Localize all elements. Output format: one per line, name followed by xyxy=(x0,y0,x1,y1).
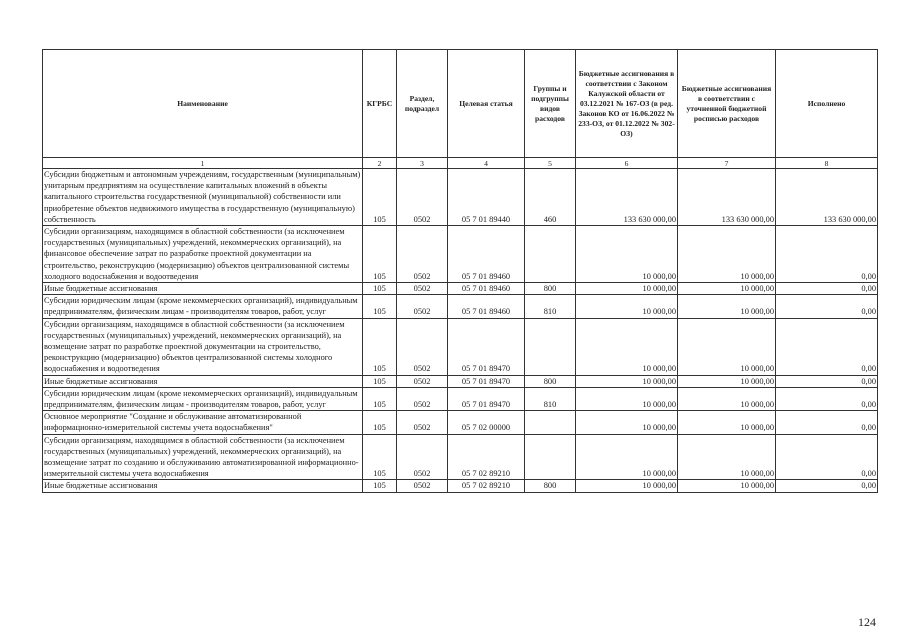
row-allocated: 10 000,00 xyxy=(576,295,678,318)
row-target: 05 7 02 00000 xyxy=(448,411,525,434)
column-number: 3 xyxy=(397,158,448,169)
row-allocated: 10 000,00 xyxy=(576,375,678,387)
row-group xyxy=(525,318,576,375)
row-group xyxy=(525,411,576,434)
row-target: 05 7 01 89440 xyxy=(448,169,525,226)
row-allocated: 10 000,00 xyxy=(576,387,678,410)
column-number: 8 xyxy=(776,158,878,169)
row-kgrbs: 105 xyxy=(363,387,397,410)
row-allocated: 133 630 000,00 xyxy=(576,169,678,226)
row-allocated: 10 000,00 xyxy=(576,283,678,295)
row-group: 810 xyxy=(525,295,576,318)
row-kgrbs: 105 xyxy=(363,169,397,226)
row-section: 0502 xyxy=(397,434,448,480)
row-kgrbs: 105 xyxy=(363,283,397,295)
table-row xyxy=(43,295,878,318)
table-row xyxy=(43,387,878,410)
row-executed: 0,00 xyxy=(776,375,878,387)
row-section: 0502 xyxy=(397,295,448,318)
row-kgrbs: 105 xyxy=(363,318,397,375)
row-name: Субсидии юридическим лицам (кроме некоммерческих организаций), индивидуальным предпринимателям, физическим лицам - производителям товаров, работ, услуг xyxy=(43,387,363,410)
row-refined: 10 000,00 xyxy=(678,295,776,318)
row-section: 0502 xyxy=(397,375,448,387)
table-row xyxy=(43,169,878,226)
row-refined: 10 000,00 xyxy=(678,434,776,480)
row-allocated: 10 000,00 xyxy=(576,480,678,492)
row-kgrbs: 105 xyxy=(363,411,397,434)
row-name: Иные бюджетные ассигнования xyxy=(43,480,363,492)
column-number: 5 xyxy=(525,158,576,169)
row-allocated: 10 000,00 xyxy=(576,226,678,283)
row-group: 800 xyxy=(525,283,576,295)
column-number: 1 xyxy=(43,158,363,169)
page-number: 124 xyxy=(858,615,876,629)
row-group: 800 xyxy=(525,480,576,492)
header-name: Наименование xyxy=(43,50,363,158)
row-section: 0502 xyxy=(397,318,448,375)
row-refined: 10 000,00 xyxy=(678,226,776,283)
row-executed: 0,00 xyxy=(776,283,878,295)
row-group: 460 xyxy=(525,169,576,226)
table-row xyxy=(43,480,878,492)
row-executed: 0,00 xyxy=(776,318,878,375)
row-name: Субсидии организациям, находящимся в областной собственности (за исключением государственных (муниципальных) учреждений, некоммерческих организаций), на финансовое обеспечение затрат по разработке проектной документации на строительство, реконструкцию (модернизацию) объектов централизованной системы холодного водоснабжения и водоотведения xyxy=(43,226,363,283)
row-target: 05 7 02 89210 xyxy=(448,480,525,492)
row-target: 05 7 01 89470 xyxy=(448,387,525,410)
row-kgrbs: 105 xyxy=(363,295,397,318)
row-name: Субсидии организациям, находящимся в областной собственности (за исключением государственных (муниципальных) учреждений, некоммерческих организаций), на возмещение затрат по разработке проектной документации на строительство, реконструкцию (модернизацию) объектов централизованной системы холодного водоснабжения и водоотведения xyxy=(43,318,363,375)
row-section: 0502 xyxy=(397,480,448,492)
table-row xyxy=(43,411,878,434)
header-allocations: Бюджетные ассигнования в соответствии с Законом Калужской области от 03.12.2021 № 167-ОЗ (в ред. Законов КО от 16.06.2022 № 233-ОЗ, от 01.12.2022 № 302-ОЗ) xyxy=(576,50,678,158)
row-section: 0502 xyxy=(397,411,448,434)
row-target: 05 7 01 89460 xyxy=(448,295,525,318)
row-executed: 0,00 xyxy=(776,295,878,318)
row-target: 05 7 02 89210 xyxy=(448,434,525,480)
header-target: Целевая статья xyxy=(448,50,525,158)
row-section: 0502 xyxy=(397,387,448,410)
header-section: Раздел, подраздел xyxy=(397,50,448,158)
row-group: 810 xyxy=(525,387,576,410)
row-allocated: 10 000,00 xyxy=(576,318,678,375)
column-number: 2 xyxy=(363,158,397,169)
column-number: 4 xyxy=(448,158,525,169)
table-row xyxy=(43,375,878,387)
table-row xyxy=(43,283,878,295)
row-name: Иные бюджетные ассигнования xyxy=(43,375,363,387)
row-executed: 0,00 xyxy=(776,434,878,480)
row-refined: 10 000,00 xyxy=(678,480,776,492)
row-name: Субсидии бюджетным и автономным учреждениям, государственным (муниципальным) унитарным предприятиям на осуществление капитальных вложений в объекты капитального строительства государственной (муниципальной) собственности или приобретение объектов недвижимого имущества в государственную (муниципальную) собственность xyxy=(43,169,363,226)
table-row xyxy=(43,226,878,283)
budget-table xyxy=(42,49,878,493)
row-executed: 0,00 xyxy=(776,387,878,410)
header-executed: Исполнено xyxy=(776,50,878,158)
header-kgrbs: КГРБС xyxy=(363,50,397,158)
row-executed: 0,00 xyxy=(776,480,878,492)
row-group xyxy=(525,226,576,283)
column-number: 6 xyxy=(576,158,678,169)
column-number: 7 xyxy=(678,158,776,169)
header-row xyxy=(43,50,878,158)
row-kgrbs: 105 xyxy=(363,434,397,480)
row-refined: 10 000,00 xyxy=(678,283,776,295)
row-refined: 133 630 000,00 xyxy=(678,169,776,226)
column-number-row xyxy=(43,158,878,169)
row-target: 05 7 01 89460 xyxy=(448,283,525,295)
row-refined: 10 000,00 xyxy=(678,387,776,410)
table-row xyxy=(43,318,878,375)
row-kgrbs: 105 xyxy=(363,226,397,283)
header-groups: Группы и подгруппы видов расходов xyxy=(525,50,576,158)
table-row xyxy=(43,434,878,480)
row-name: Иные бюджетные ассигнования xyxy=(43,283,363,295)
row-name: Основное мероприятие "Создание и обслуживание автоматизированной информационно-измерительной системы учета водоснабжения" xyxy=(43,411,363,434)
row-refined: 10 000,00 xyxy=(678,318,776,375)
row-allocated: 10 000,00 xyxy=(576,411,678,434)
row-name: Субсидии организациям, находящимся в областной собственности (за исключением государственных (муниципальных) учреждений, некоммерческих организаций), на возмещение затрат по созданию и обслуживанию автоматизированной информационно-измерительной системы учета водоснабжения xyxy=(43,434,363,480)
header-refined: Бюджетные ассигнования в соответствии с уточненной бюджетной росписью расходов xyxy=(678,50,776,158)
row-group xyxy=(525,434,576,480)
row-section: 0502 xyxy=(397,283,448,295)
row-executed: 0,00 xyxy=(776,411,878,434)
row-target: 05 7 01 89470 xyxy=(448,375,525,387)
row-section: 0502 xyxy=(397,226,448,283)
row-group: 800 xyxy=(525,375,576,387)
row-refined: 10 000,00 xyxy=(678,375,776,387)
row-name: Субсидии юридическим лицам (кроме некоммерческих организаций), индивидуальным предпринимателям, физическим лицам - производителям товаров, работ, услуг xyxy=(43,295,363,318)
row-allocated: 10 000,00 xyxy=(576,434,678,480)
row-kgrbs: 105 xyxy=(363,375,397,387)
row-target: 05 7 01 89460 xyxy=(448,226,525,283)
row-executed: 133 630 000,00 xyxy=(776,169,878,226)
row-refined: 10 000,00 xyxy=(678,411,776,434)
row-target: 05 7 01 89470 xyxy=(448,318,525,375)
row-section: 0502 xyxy=(397,169,448,226)
row-kgrbs: 105 xyxy=(363,480,397,492)
row-executed: 0,00 xyxy=(776,226,878,283)
